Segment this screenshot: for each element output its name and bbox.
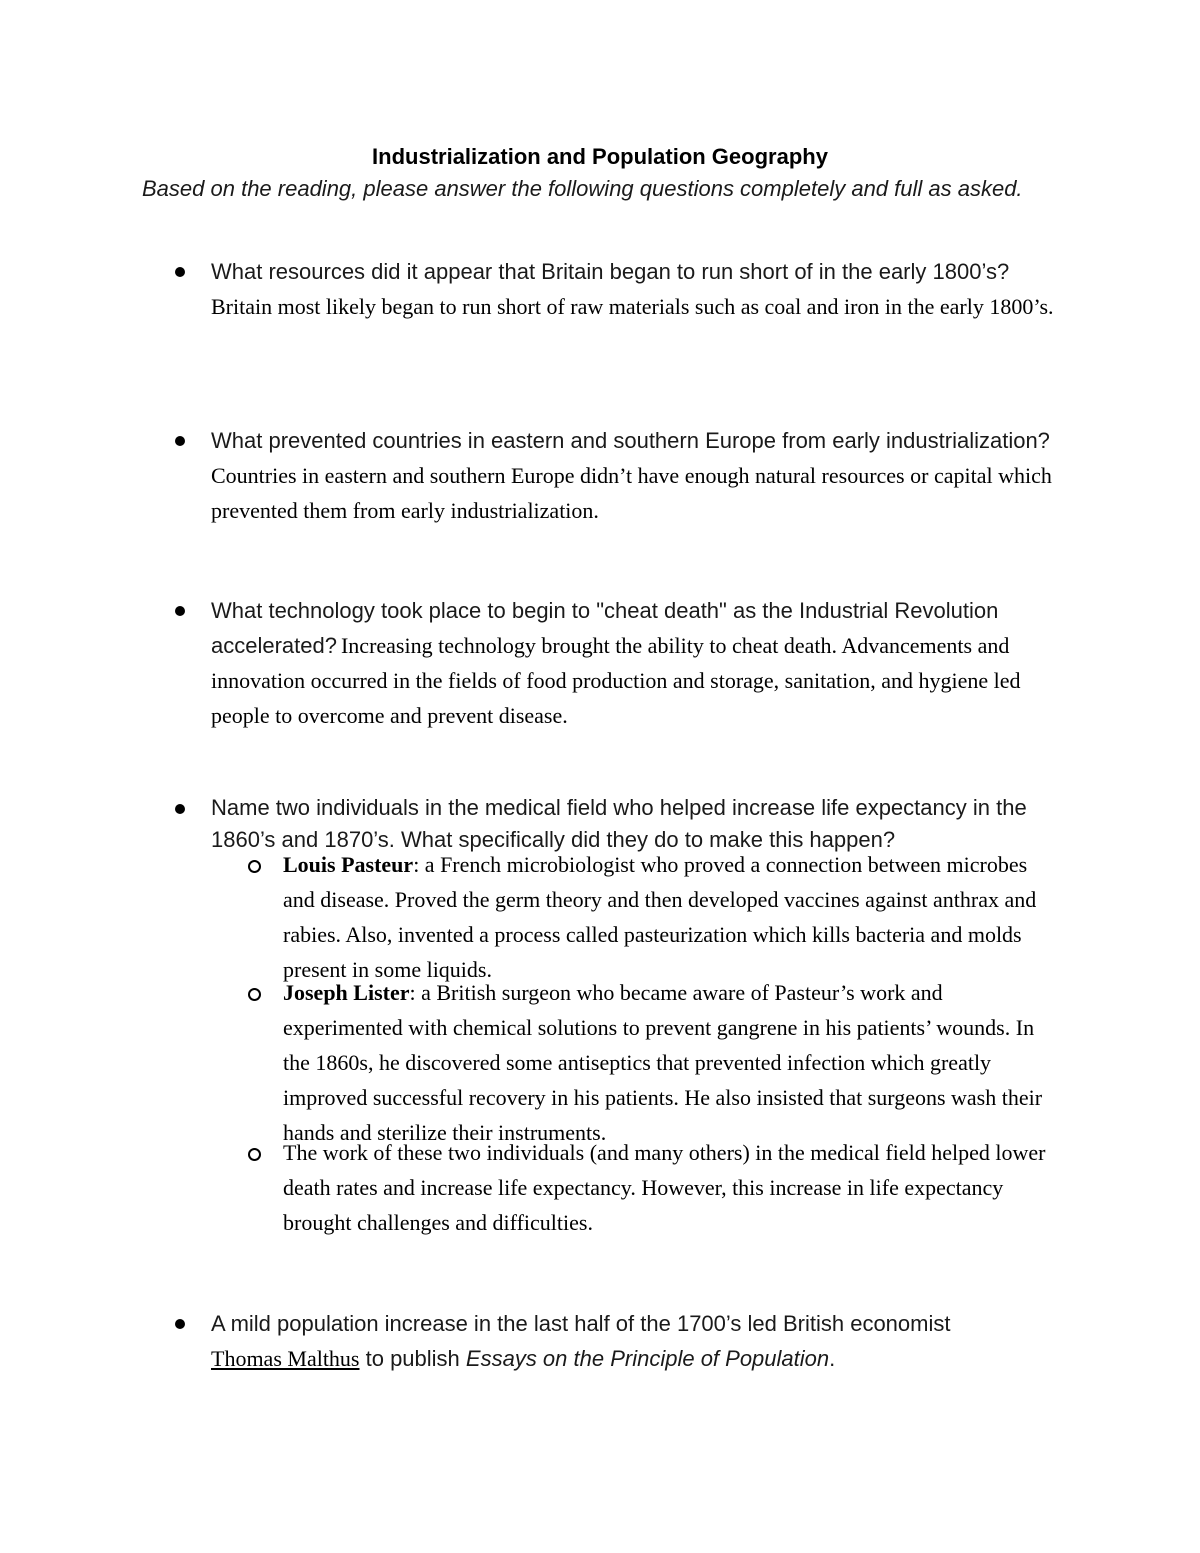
answer-text: Increasing technology brought the ability to cheat death. Advancements and innovation occurred in the fields of food production and storage, sanitation, and hygiene led people to overcome and prevent disease.: [211, 633, 1021, 728]
circle-bullet-icon: [248, 1148, 261, 1161]
sub-answer-lister: [283, 977, 1063, 1152]
person-name: Louis Pasteur: [283, 852, 414, 877]
question-text: What resources did it appear that Britain began to run short of in the early 1800’s?: [211, 259, 1010, 284]
person-name: Joseph Lister: [283, 980, 410, 1005]
answer-text: The work of these two individuals (and many others) in the medical field helped lower death rates and increase life expectancy. However, this increase in life expectancy brought challenges and difficulties.: [283, 1140, 1046, 1235]
question-3: [211, 595, 1071, 735]
answer-text: Countries in eastern and southern Europe didn’t have enough natural resources or capital which prevented them from early industrialization.: [211, 463, 1052, 523]
circle-bullet-icon: [248, 860, 261, 873]
question-text: Name two individuals in the medical field who helped increase life expectancy in the 1860’s and 1870’s. What specifically did they do to make this happen?: [211, 795, 1027, 852]
page-title: Industrialization and Population Geography: [372, 144, 828, 169]
sub-answer-summary: [283, 1137, 1063, 1242]
bullet-icon: [175, 804, 185, 814]
question-text: A mild population increase in the last half of the 1700’s led British economist: [211, 1311, 951, 1336]
question-text: What technology took place to begin to "cheat death" as the Industrial Revolution accelerated?: [211, 598, 999, 658]
bullet-icon: [175, 436, 185, 446]
book-title: Essays on the Principle of Population: [465, 1346, 830, 1371]
question-1: [211, 256, 1071, 326]
answer-text: : a British surgeon who became aware of Pasteur’s work and experimented with chemical solutions to prevent gangrene in his patients’ wounds. In the 1860s, he discovered some antiseptics that prevented infection which greatly improved successful recovery in his patients. He also insisted that surgeons wash their hands and sterilize their instruments.: [283, 980, 1043, 1145]
instructions: Based on the reading, please answer the following questions completely and full as asked.: [142, 176, 1023, 201]
sub-answer-pasteur: [283, 849, 1063, 989]
question-text: .: [829, 1346, 836, 1371]
question-text: What prevented countries in eastern and southern Europe from early industrialization?: [211, 428, 1050, 453]
circle-bullet-icon: [248, 988, 261, 1001]
bullet-icon: [175, 1319, 185, 1329]
bullet-icon: [175, 267, 185, 277]
bullet-icon: [175, 606, 185, 616]
question-2: [211, 425, 1071, 530]
answer-text: Britain most likely began to run short of raw materials such as coal and iron in the early 1800’s.: [211, 294, 1054, 319]
question-5: [211, 1308, 1071, 1378]
blank-answer: Thomas Malthus: [211, 1346, 360, 1371]
answer-text: : a French microbiologist who proved a connection between microbes and disease. Proved the germ theory and then developed vaccines against anthrax and rabies. Also, invented a process called pasteurization which kills bacteria and molds present in some liquids.: [283, 852, 1037, 982]
question-4: [211, 793, 1071, 857]
question-text: to publish: [359, 1346, 466, 1371]
